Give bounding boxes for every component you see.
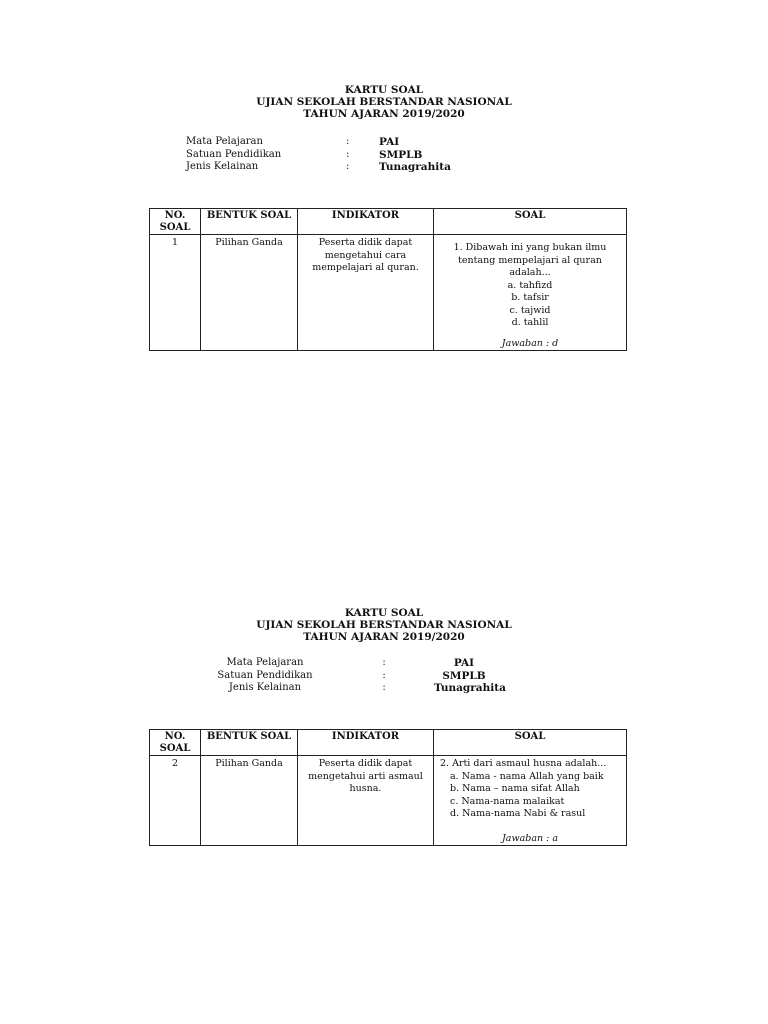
card-meta: [186, 136, 451, 174]
meta-label: Jenis Kelainan: [228, 682, 302, 693]
meta-row-jenis-kelainan: [196, 682, 506, 695]
meta-label: Satuan Pendidikan: [186, 148, 282, 160]
meta-value: Tunagrahita: [434, 682, 506, 694]
option-d: d. tahlil: [511, 317, 549, 328]
answer-text: Jawaban : a: [501, 832, 559, 844]
card-title: KARTU SOAL: [344, 84, 424, 96]
table-header-row: [150, 730, 627, 756]
header-indikator: INDIKATOR: [298, 209, 434, 235]
option-c: c. tajwid: [509, 304, 551, 316]
table-row: [150, 235, 627, 351]
option-a: a. tahfizd: [507, 279, 553, 291]
cell-no: 2: [150, 756, 201, 846]
cell-no: 1: [150, 235, 201, 351]
cell-soal: [434, 235, 627, 351]
meta-colon: :: [382, 682, 386, 693]
meta-label: Mata Pelajaran: [226, 657, 304, 668]
meta-colon: :: [346, 148, 350, 160]
card-year: TAHUN AJARAN 2019/2020: [303, 631, 465, 643]
cell-indikator: Peserta didik dapat mengetahui cara mempelajari al quran.: [298, 235, 434, 351]
meta-value: PAI: [379, 136, 400, 148]
answer-text: Jawaban : d: [501, 337, 559, 349]
meta-row-mata-pelajaran: [186, 136, 451, 149]
header-bentuk-soal: BENTUK SOAL: [201, 730, 298, 756]
meta-label: Jenis Kelainan: [186, 161, 259, 172]
header-soal: SOAL: [434, 209, 627, 235]
card-title: KARTU SOAL: [344, 607, 424, 619]
kartu-soal-card-2: [0, 607, 768, 844]
meta-colon: :: [382, 657, 386, 668]
question-text: 1. Dibawah ini yang bukan ilmu tentang mempelajari al quran adalah...: [453, 242, 607, 278]
header-bentuk-soal: BENTUK SOAL: [201, 209, 298, 235]
meta-value: SMPLB: [379, 148, 423, 161]
card-meta: [196, 657, 506, 695]
option-c: c. Nama-nama malaikat: [450, 795, 565, 807]
header-no-soal: NO. SOAL: [150, 209, 201, 235]
header-no-soal: NO. SOAL: [150, 730, 201, 756]
cell-bentuk: Pilihan Ganda: [201, 235, 298, 351]
card-year: TAHUN AJARAN 2019/2020: [303, 108, 465, 120]
table-header-row: [150, 209, 627, 235]
meta-colon: :: [382, 669, 386, 681]
meta-colon: :: [346, 161, 350, 172]
card-subtitle: UJIAN SEKOLAH BERSTANDAR NASIONAL: [256, 96, 512, 108]
header-soal: SOAL: [434, 730, 627, 756]
kartu-soal-card-1: [0, 84, 768, 349]
cell-indikator: Peserta didik dapat mengetahui arti asmaul husna.: [298, 756, 434, 846]
meta-value: SMPLB: [442, 669, 486, 682]
cell-soal: [434, 756, 627, 846]
meta-row-satuan-pendidikan: [186, 149, 451, 162]
option-b: b. tafsir: [511, 292, 549, 303]
meta-row-satuan-pendidikan: [196, 670, 494, 683]
option-d: d. Nama-nama Nabi & rasul: [450, 808, 586, 819]
header-indikator: INDIKATOR: [298, 730, 434, 756]
soal-table: [149, 729, 627, 846]
question-text: 2. Arti dari asmaul husna adalah...: [440, 758, 607, 769]
meta-colon: :: [346, 136, 350, 147]
meta-value: Tunagrahita: [379, 161, 451, 173]
meta-label: Satuan Pendidikan: [217, 669, 313, 681]
table-row: [150, 756, 627, 846]
option-a: a. Nama - nama Allah yang baik: [450, 770, 604, 782]
meta-label: Mata Pelajaran: [186, 136, 263, 147]
cell-bentuk: Pilihan Ganda: [201, 756, 298, 846]
meta-value: PAI: [453, 657, 475, 669]
meta-row-jenis-kelainan: [186, 161, 451, 174]
card-subtitle: UJIAN SEKOLAH BERSTANDAR NASIONAL: [256, 619, 512, 631]
option-b: b. Nama – nama sifat Allah: [450, 783, 580, 794]
meta-row-mata-pelajaran: [196, 657, 494, 670]
soal-table: [149, 208, 627, 351]
